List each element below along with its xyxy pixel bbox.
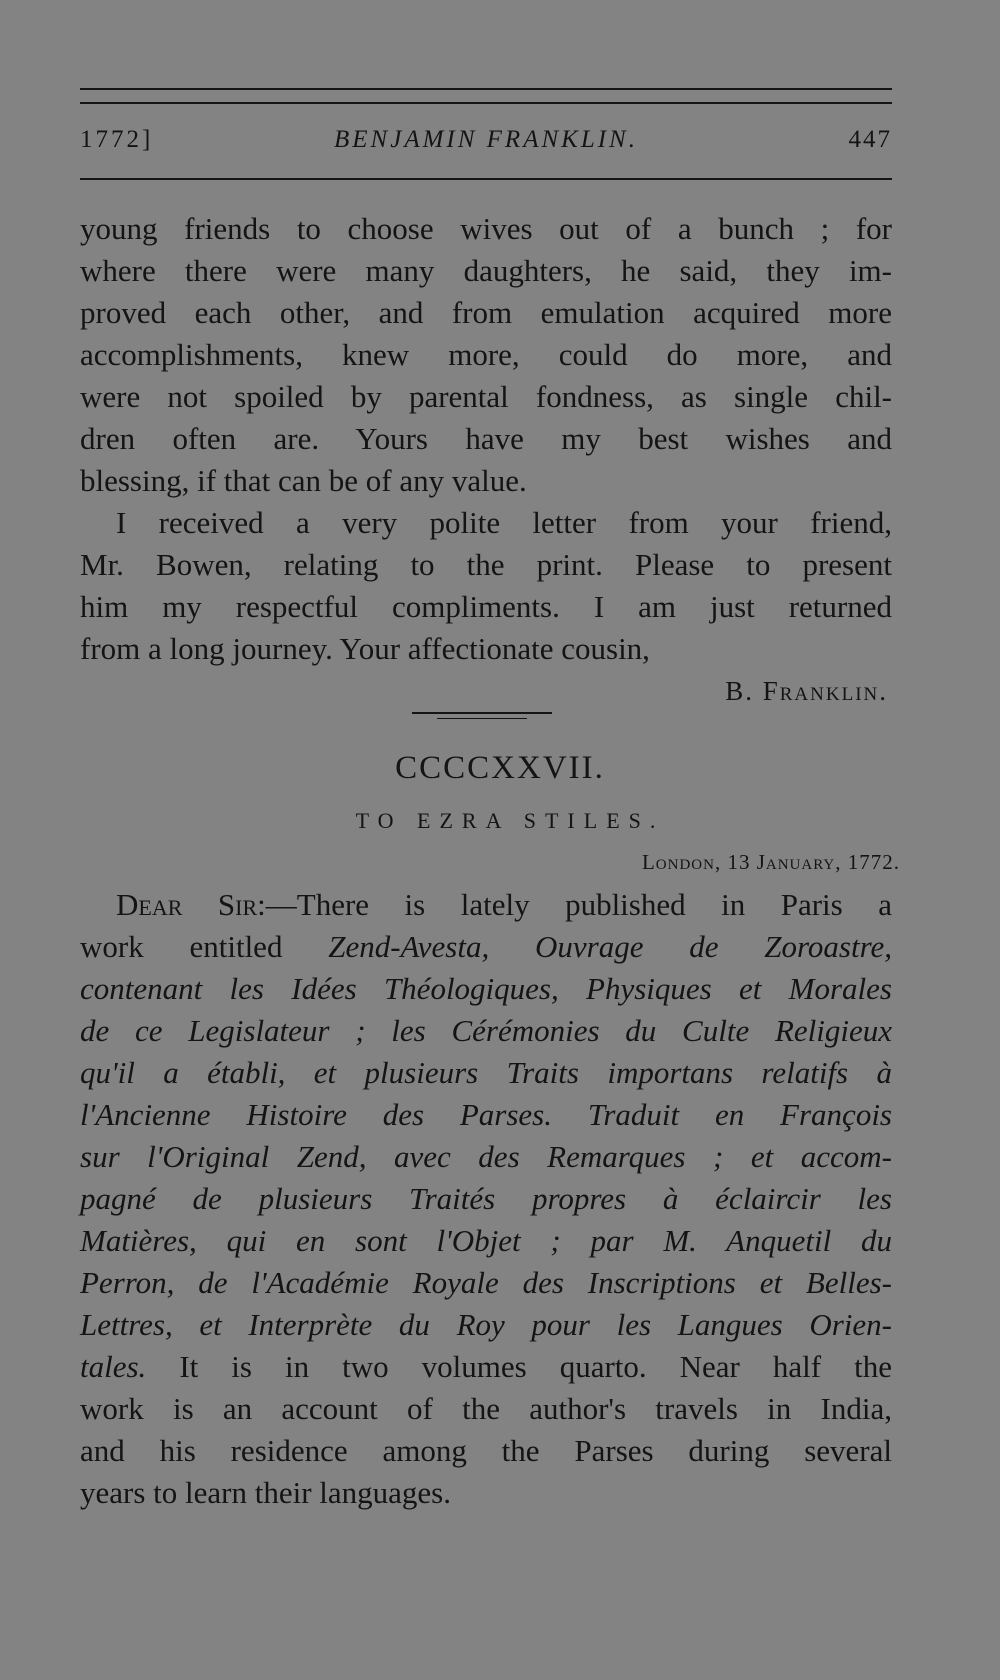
text-line: dren often are. Yours have my best wishes and bbox=[80, 421, 892, 456]
plain-text: work entitled bbox=[80, 929, 329, 964]
signature: B. Franklin. bbox=[725, 676, 888, 706]
text-line: years to learn their languages. bbox=[80, 1475, 451, 1510]
second-paragraph bbox=[80, 502, 892, 670]
text-line: were not spoiled by parental fondness, as single chil- bbox=[80, 379, 892, 414]
header-year: 1772] bbox=[80, 126, 154, 153]
text-line: young friends to choose wives out of a bunch ; for bbox=[80, 211, 892, 246]
book-title-text: Zend-Avesta, Ouvrage de Zoroastre, bbox=[328, 929, 892, 964]
text-line: sur l'Original Zend, avec des Remarques ; et accom- bbox=[80, 1139, 892, 1174]
text-line: proved each other, and from emulation acquired more bbox=[80, 295, 892, 330]
text-line: him my respectful compliments. I am just returned bbox=[80, 589, 892, 624]
text-line: where there were many daughters, he said, they im- bbox=[80, 253, 892, 288]
letter-dateline: London, 13 January, 1772. bbox=[641, 850, 900, 874]
running-header bbox=[80, 126, 892, 166]
continuation-paragraph bbox=[80, 208, 892, 502]
text-line: contenant les Idées Théologiques, Physiques et Morales bbox=[80, 971, 892, 1006]
letter-body bbox=[80, 884, 892, 1514]
text-line: I received a very polite letter from your friend, bbox=[116, 505, 892, 540]
text-line: Lettres, et Interprète du Roy pour les Langues Orien- bbox=[80, 1307, 892, 1342]
text-line: Perron, de l'Académie Royale des Inscriptions et Belles- bbox=[80, 1265, 892, 1300]
section-divider bbox=[412, 712, 552, 723]
text-line: from a long journey. Your affectionate cousin, bbox=[80, 631, 650, 666]
letter-recipient: TO EZRA STILES. bbox=[355, 808, 665, 833]
text-line: accomplishments, knew more, could do more, and bbox=[80, 337, 892, 372]
italic-text: tales. bbox=[80, 1349, 147, 1384]
text-line: l'Ancienne Histoire des Parses. Traduit en François bbox=[80, 1097, 892, 1132]
text-line: pagné de plusieurs Traités propres à éclaircir les bbox=[80, 1181, 892, 1216]
text-line: work is an account of the author's travels in India, bbox=[80, 1391, 892, 1426]
text-line: de ce Legislateur ; les Cérémonies du Culte Religieux bbox=[80, 1013, 892, 1048]
text-line bbox=[80, 1346, 892, 1388]
text-line: qu'il a établi, et plusieurs Traits importans relatifs à bbox=[80, 1055, 892, 1090]
text-line: blessing, if that can be of any value. bbox=[80, 463, 527, 498]
text-line: and his residence among the Parses during several bbox=[80, 1433, 892, 1468]
salutation: Dear Sir bbox=[116, 887, 258, 922]
plain-text: It is in two volumes quarto. Near half the bbox=[146, 1349, 892, 1384]
header-title: BENJAMIN FRANKLIN. bbox=[334, 126, 638, 153]
text-line bbox=[80, 926, 892, 968]
page-number: 447 bbox=[848, 126, 892, 153]
letter-number: CCCCXXVII. bbox=[395, 750, 605, 786]
header-rule bbox=[80, 178, 892, 180]
text-line: Mr. Bowen, relating to the print. Please to present bbox=[80, 547, 892, 582]
top-double-rule-upper bbox=[80, 88, 892, 90]
top-double-rule-lower bbox=[80, 102, 892, 104]
text-line bbox=[80, 884, 892, 926]
text-line: Matières, qui en sont l'Objet ; par M. Anquetil du bbox=[80, 1223, 892, 1258]
opening-text: :—There is lately published in Paris a bbox=[257, 887, 892, 922]
